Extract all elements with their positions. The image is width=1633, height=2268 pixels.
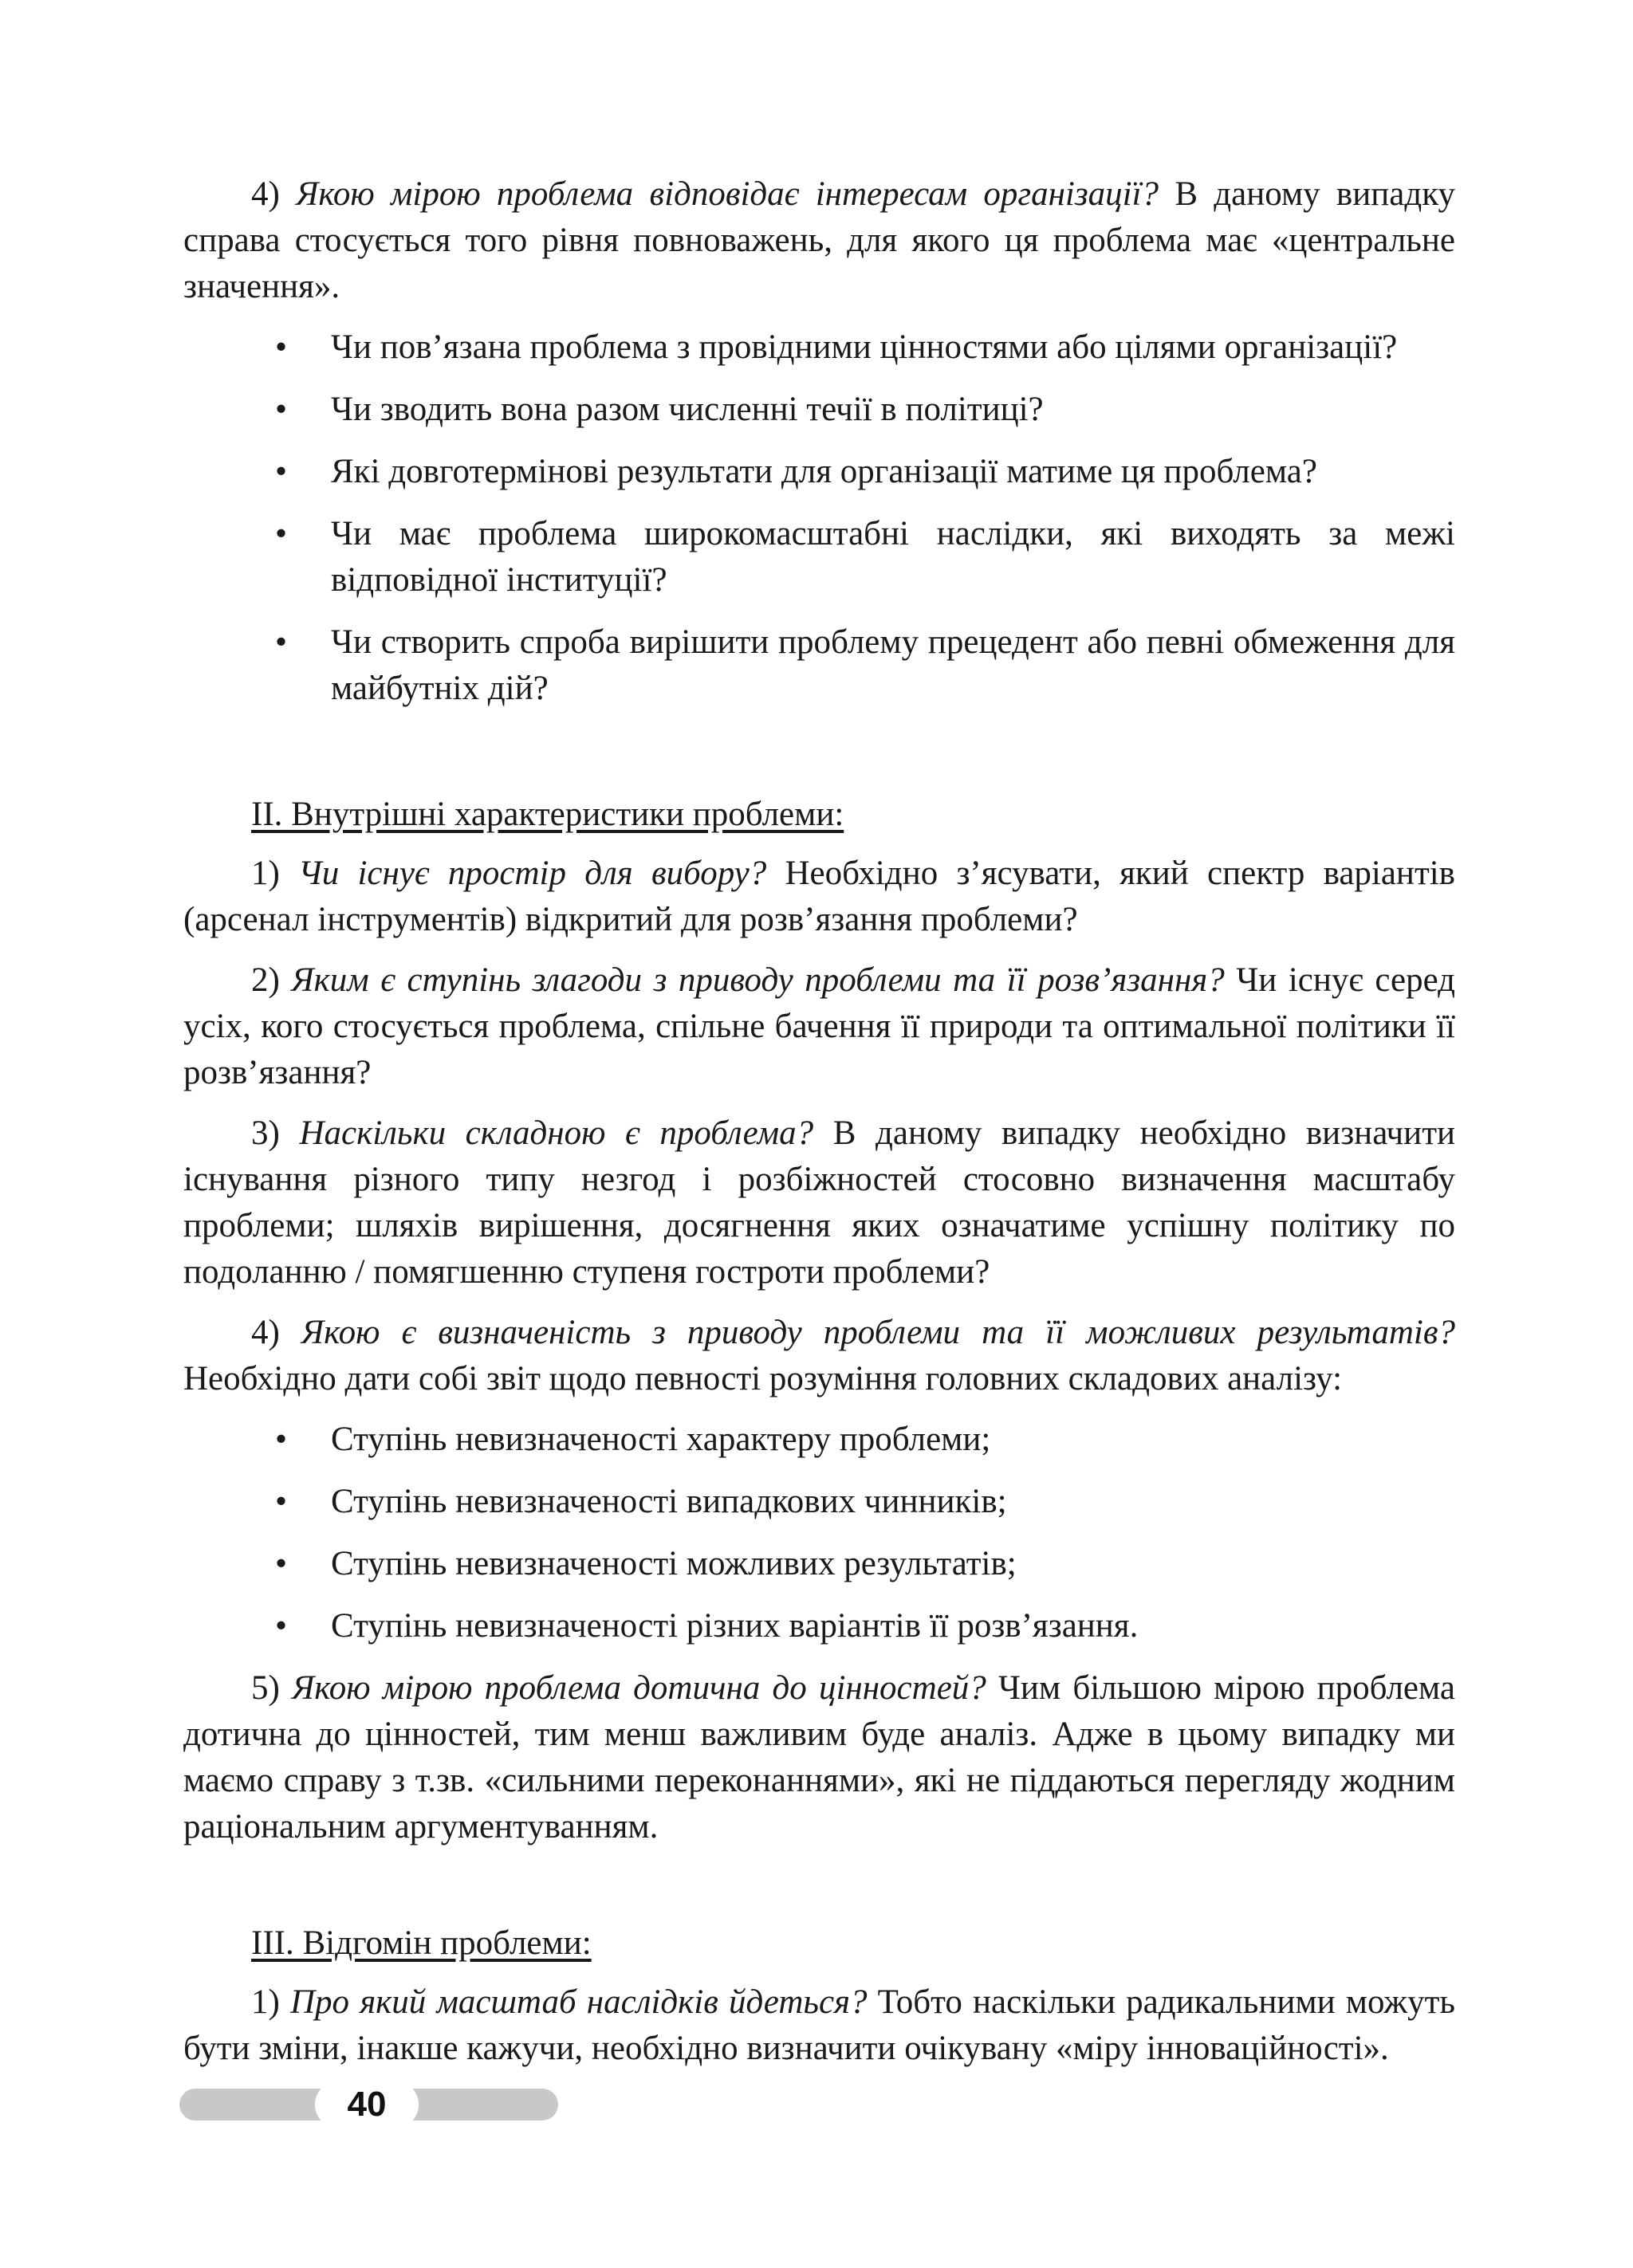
item-text: В даному випадку необхідно визначити існування різного типу незгод і розбіжностей стосовно визначення масштабу проблеми; шляхів вирішення, досягнення яких означатиме успішну політику по подоланню / помягшенню ступеня гостроти проблеми? [183, 1114, 1455, 1291]
page-content [183, 171, 1455, 2086]
section-ii-heading: ІІ. Внутрішні характеристики проблеми: [251, 796, 844, 833]
item-number: 5) [251, 1669, 280, 1707]
list-item: • Ступінь невизначеності характеру проблеми; [331, 1417, 1455, 1463]
item-text: Чи існує серед усіх, кого стосується проблема, спільне бачення її природи та оптимальної політики її розв’язання? [183, 961, 1456, 1091]
paragraph-iii-1 [183, 1979, 1455, 2072]
list-item: • Чи зводить вона разом численні течії в політиці? [331, 387, 1455, 433]
item-text: Тобто наскільки радикальними можуть бути зміни, інакше кажучи, необхідно визначити очікувану «міру інноваційності». [183, 1983, 1456, 2067]
section-iii-heading: ІІІ. Відгомін проблеми: [251, 1924, 592, 1962]
list-item: • Чи має проблема широкомасштабні наслідки, які виходять за межі відповідної інституції? [331, 511, 1455, 603]
paragraph-ii-1 [183, 851, 1455, 943]
item-text: Необхідно дати собі звіт щодо певності розуміння головних складових аналізу: [183, 1360, 1343, 1397]
item-number: 1) [251, 855, 280, 892]
item-text: Необхідно з’ясувати, який спектр варіантів (арсенал інструментів) відкритий для розв’язання проблеми? [183, 855, 1455, 938]
item-number: 2) [251, 961, 280, 999]
item-question: Про який масштаб наслідків йдеться? [289, 1983, 868, 2021]
paragraph-i-4 [183, 171, 1455, 310]
paragraph-ii-3 [183, 1110, 1455, 1295]
item-number: 4) [251, 1314, 280, 1351]
item-number: 4) [251, 175, 280, 213]
item-question: Якою є визначеність з приводу проблеми та її можливих результатів? [301, 1314, 1455, 1351]
list-item: • Ступінь невизначеності випадкових чинників; [331, 1479, 1455, 1525]
item-text: В даному випадку справа стосується того рівня повноважень, для якого ця проблема має «центральне значення». [183, 175, 1456, 305]
list-item: • Які довготермінові результати для організації матиме ця проблема? [331, 449, 1455, 495]
list-item: • Чи пов’язана проблема з провідними цінностями або цілями організації? [331, 324, 1455, 371]
page-number: 40 [315, 2081, 419, 2128]
item-question: Якою мірою проблема відповідає інтересам організації? [296, 175, 1159, 213]
item-text: Чим більшою мірою проблема дотична до цінностей, тим менш важливим буде аналіз. Адже в цьому випадку ми маємо справу з т.зв. «сильними переконаннями», які не піддаються перегляду жодним раціональним аргументуванням. [183, 1669, 1456, 1845]
item-question: Наскільки складною є проблема? [299, 1114, 814, 1152]
item-number: 3) [251, 1114, 280, 1152]
paragraph-ii-5 [183, 1665, 1455, 1850]
paragraph-ii-4 [183, 1310, 1455, 1402]
bullet-list-i-4 [183, 324, 1455, 712]
item-question: Чи існує простір для вибору? [298, 855, 767, 892]
paragraph-ii-2 [183, 957, 1455, 1096]
item-number: 1) [251, 1983, 280, 2021]
list-item: • Чи створить спроба вирішити проблему прецедент або певні обмеження для майбутніх дій? [331, 619, 1455, 712]
item-question: Якою мірою проблема дотична до цінностей? [292, 1669, 986, 1707]
list-item: • Ступінь невизначеності різних варіантів її розв’язання. [331, 1603, 1455, 1649]
item-question: Яким є ступінь злагоди з приводу проблеми та її розв’язання? [291, 961, 1225, 999]
footer-bar-right [399, 2089, 558, 2121]
page-footer [179, 2081, 558, 2128]
bullet-list-ii-4 [183, 1417, 1455, 1649]
list-item: • Ступінь невизначеності можливих результатів; [331, 1541, 1455, 1587]
